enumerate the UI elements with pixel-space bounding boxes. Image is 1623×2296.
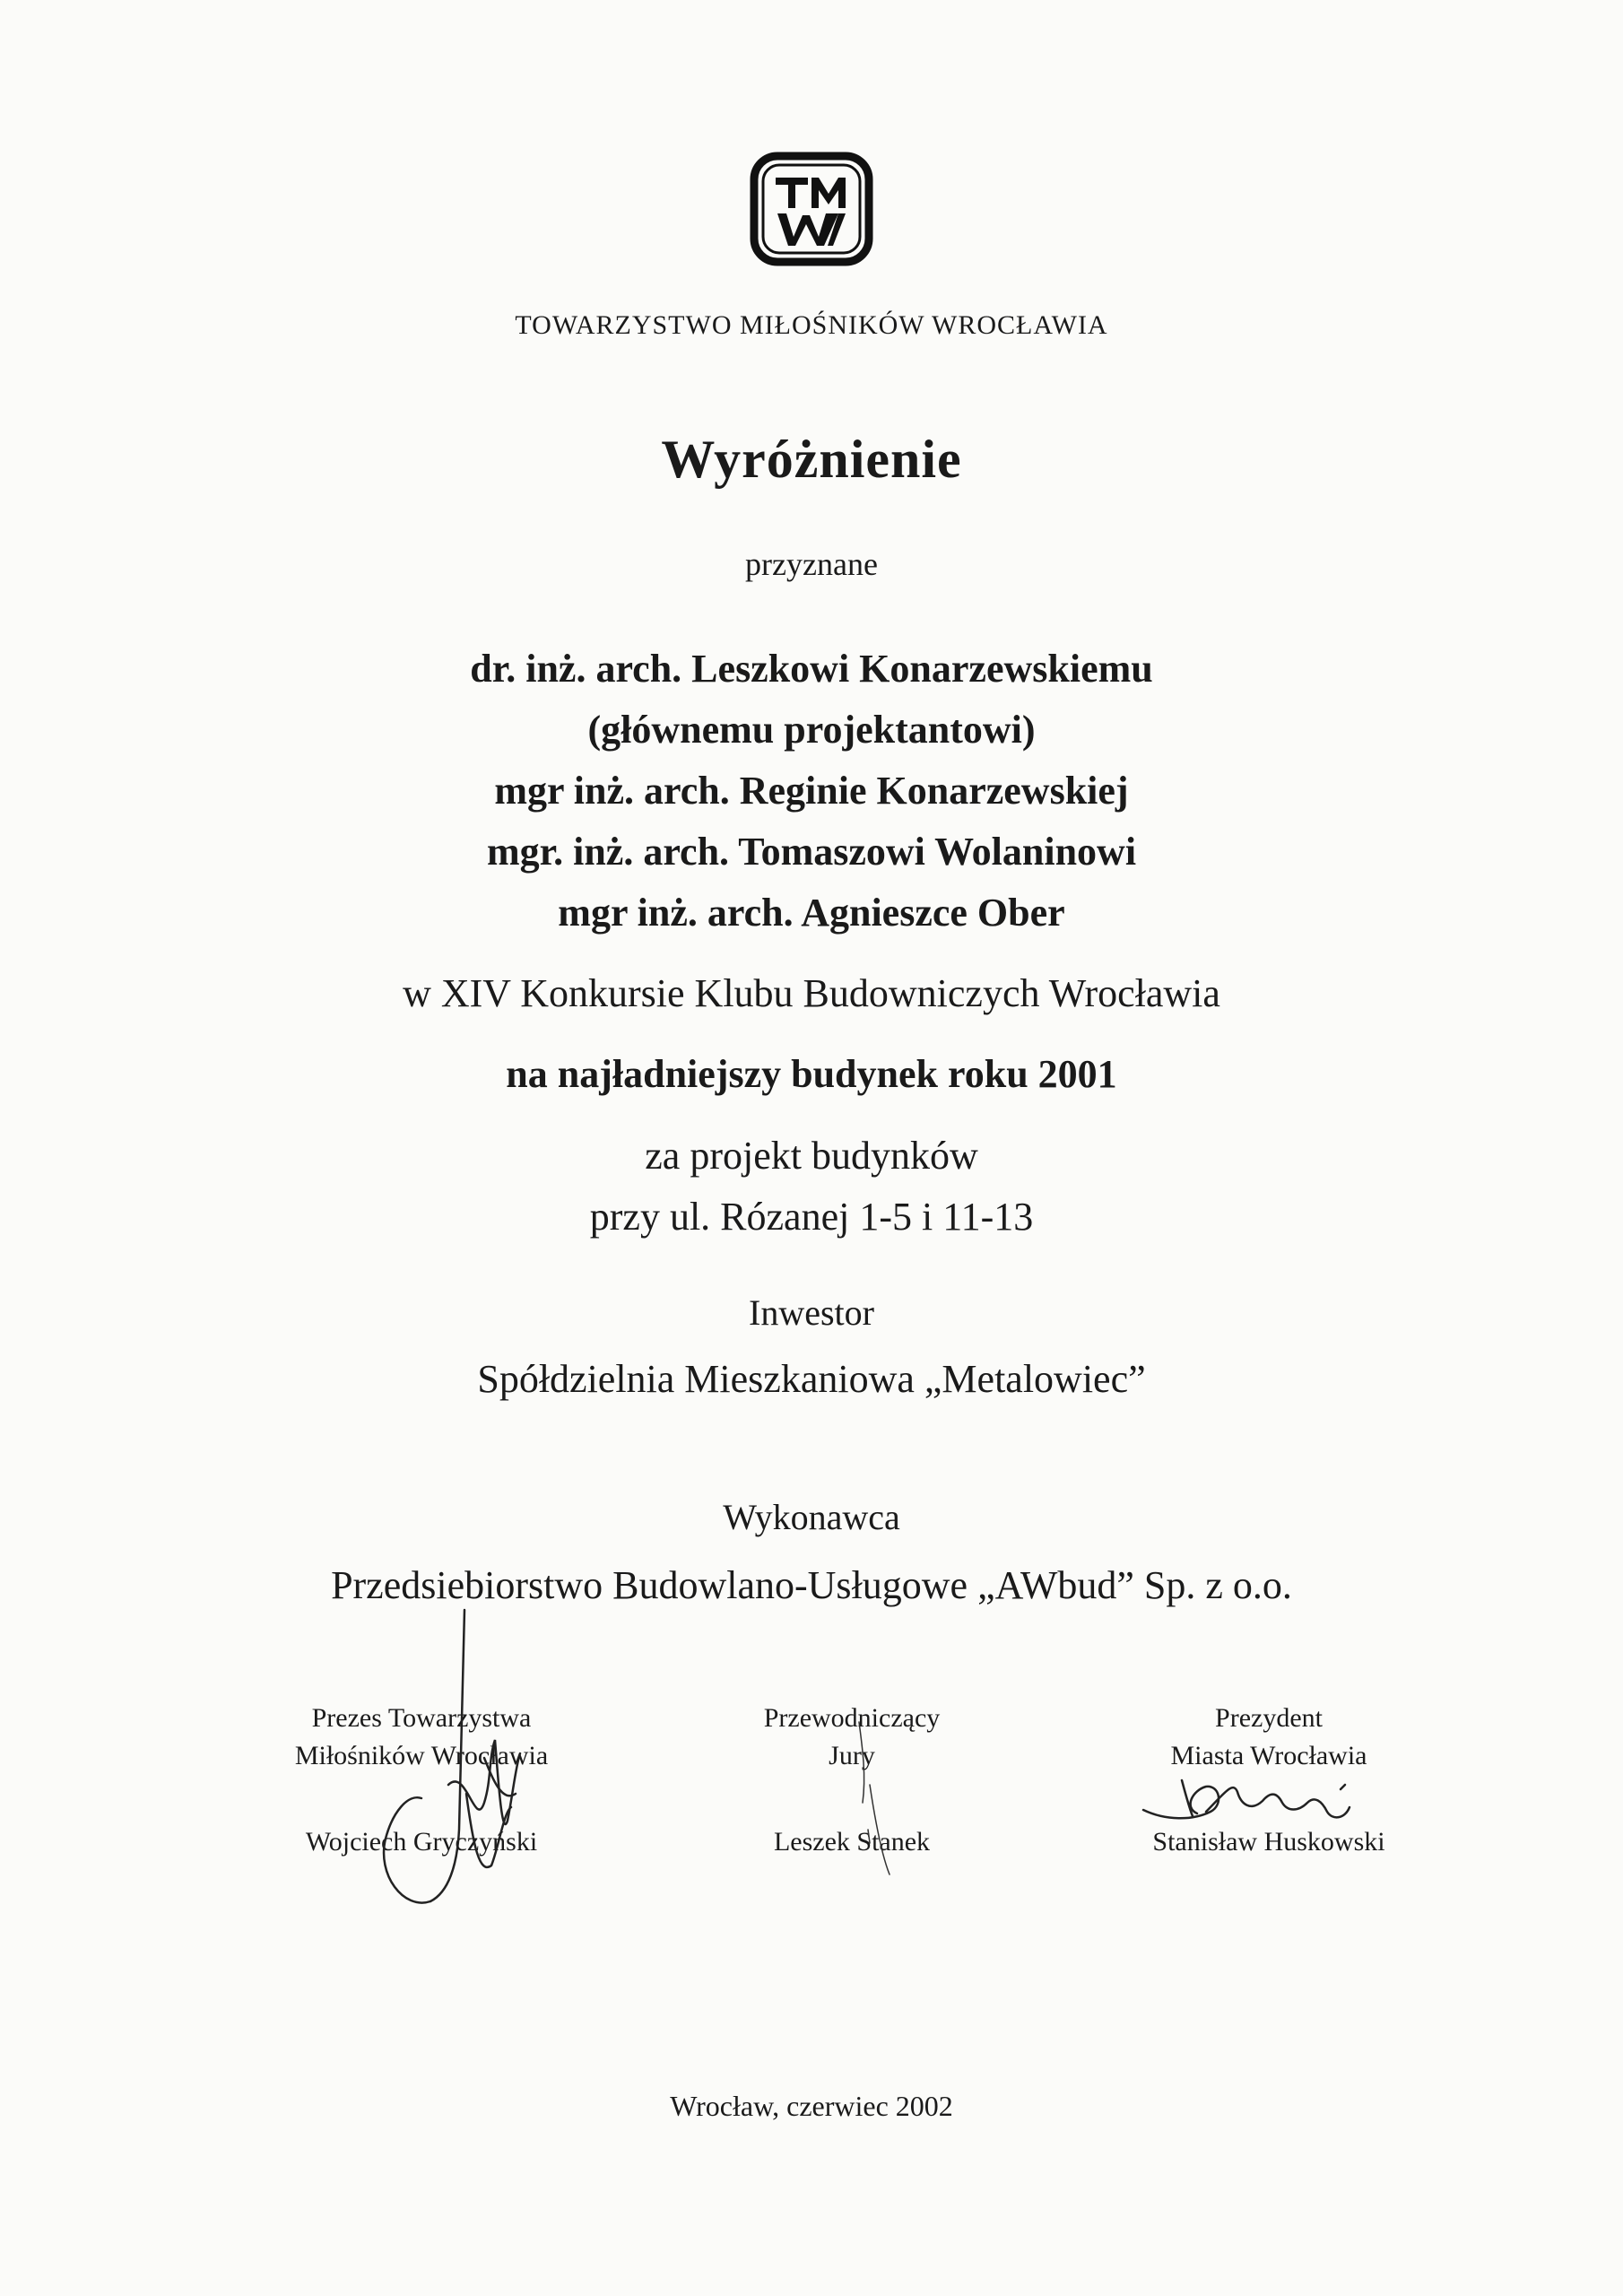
recipient-line: dr. inż. arch. Leszkowi Konarzewskiemu: [470, 647, 1153, 691]
signatory-role: Przewodniczący: [763, 1703, 941, 1733]
signatory-name: Wojciech Gryczyński: [305, 1827, 538, 1857]
investor-label: Inwestor: [749, 1292, 874, 1333]
signatory-role: Miłośników Wrocławia: [294, 1741, 549, 1770]
investor-name: Spółdzielnia Mieszkaniowa „Metalowiec”: [477, 1357, 1146, 1401]
tmw-logo-icon: [749, 151, 874, 267]
recipient-line: (głównemu projektantowi): [587, 708, 1036, 752]
organization-name: TOWARZYSTWO MIŁOŚNIKÓW WROCŁAWIA: [515, 310, 1108, 340]
signatory-role: Jury: [829, 1741, 875, 1770]
signatory-society-president: [251, 1700, 592, 1861]
contest-text: w XIV Konkursie Klubu Budowniczych Wrocławia: [403, 971, 1220, 1015]
recipient-line: mgr inż. arch. Reginie Konarzewskiej: [494, 769, 1129, 813]
award-text: na najładniejszy budynek roku 2001: [506, 1052, 1117, 1096]
signatory-role: Prezes Towarzystwa: [311, 1703, 532, 1733]
place-date: Wrocław, czerwiec 2002: [670, 2090, 953, 2122]
contractor-label: Wykonawca: [723, 1497, 900, 1537]
certificate-title: Wyróżnienie: [661, 430, 962, 489]
signatory-city-president: [1089, 1700, 1448, 1861]
granted-text: przyznane: [745, 546, 878, 582]
signatory-name: Leszek Stanek: [773, 1827, 931, 1857]
signatory-jury-chair: [708, 1700, 995, 1861]
signatory-role: Prezydent: [1215, 1703, 1323, 1733]
project-text: [0, 1126, 1623, 1248]
recipients-list: [0, 639, 1623, 944]
signatory-role: Miasta Wrocławia: [1170, 1741, 1367, 1770]
project-line: przy ul. Rózanej 1-5 i 11-13: [589, 1195, 1034, 1239]
project-line: za projekt budynków: [645, 1134, 978, 1178]
recipient-line: mgr. inż. arch. Tomaszowi Wolaninowi: [486, 830, 1137, 874]
recipient-line: mgr inż. arch. Agnieszce Ober: [558, 891, 1065, 935]
signatory-name: Stanisław Huskowski: [1152, 1827, 1385, 1857]
contractor-name: Przedsiebiorstwo Budowlano-Usługowe „AWbud” Sp. z o.o.: [331, 1563, 1292, 1607]
